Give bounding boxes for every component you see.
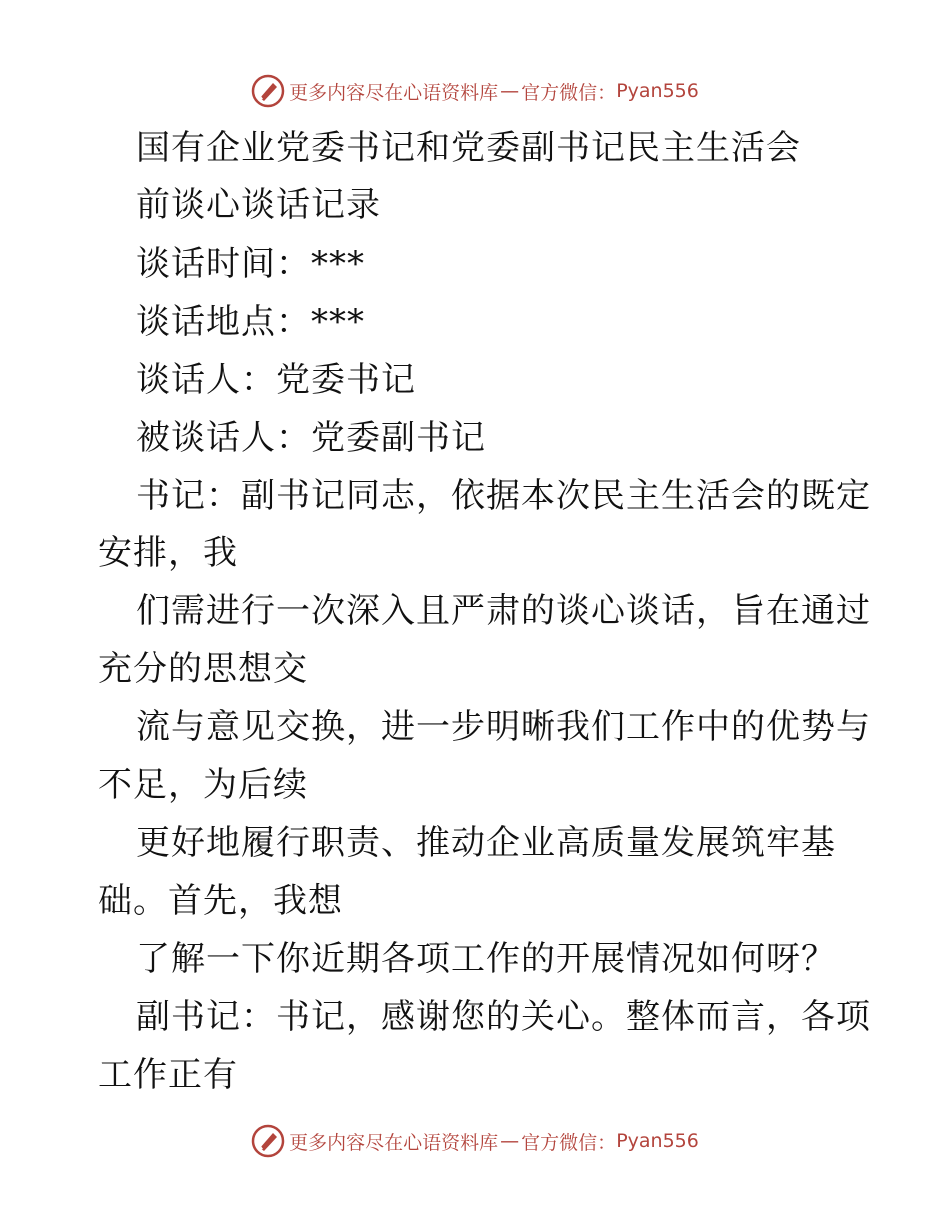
banner-wechat-id: Pyan556 [616, 80, 699, 102]
banner-text: 更多内容尽在心语资料库 [289, 1131, 499, 1154]
banner-text: 更多内容尽在心语资料库 [289, 81, 499, 104]
doc-paragraph-line: 工作正有 [98, 1055, 238, 1095]
pen-book-logo-icon [251, 1124, 285, 1158]
footer-banner [0, 1121, 950, 1161]
doc-paragraph-line: 了解一下你近期各项工作的开展情况如何呀？ [136, 939, 836, 979]
doc-paragraph-line: 充分的思想交 [98, 649, 308, 689]
doc-line-place: 谈话地点：*** [136, 302, 365, 342]
header-banner [0, 71, 950, 111]
doc-line-speaker: 谈话人：党委书记 [136, 360, 416, 400]
banner-wechat-label: 官方微信： [521, 81, 617, 104]
doc-paragraph-line: 更好地履行职责、推动企业高质量发展筑牢基 [136, 823, 836, 863]
doc-paragraph-line: 书记：副书记同志，依据本次民主生活会的既定 [136, 476, 871, 516]
doc-paragraph-line: 不足，为后续 [98, 765, 308, 805]
banner-dash: — [500, 1130, 520, 1152]
doc-line-listener: 被谈话人：党委副书记 [136, 418, 486, 458]
banner-wechat-label: 官方微信： [521, 1131, 617, 1154]
banner-dash: — [500, 80, 520, 102]
doc-line-time: 谈话时间：*** [136, 244, 365, 284]
doc-title-line-1: 国有企业党委书记和党委副书记民主生活会 [136, 128, 801, 168]
pen-book-logo-icon [251, 74, 285, 108]
doc-paragraph-line: 安排，我 [98, 533, 238, 573]
doc-paragraph-line: 流与意见交换，进一步明晰我们工作中的优势与 [136, 707, 871, 747]
banner-wechat-id: Pyan556 [616, 1130, 699, 1152]
doc-paragraph-line: 们需进行一次深入且严肃的谈心谈话，旨在通过 [136, 591, 871, 631]
doc-paragraph-line: 副书记：书记，感谢您的关心。整体而言，各项 [136, 997, 871, 1037]
doc-paragraph-line: 础。首先，我想 [98, 881, 343, 921]
doc-title-line-2: 前谈心谈话记录 [136, 185, 381, 225]
